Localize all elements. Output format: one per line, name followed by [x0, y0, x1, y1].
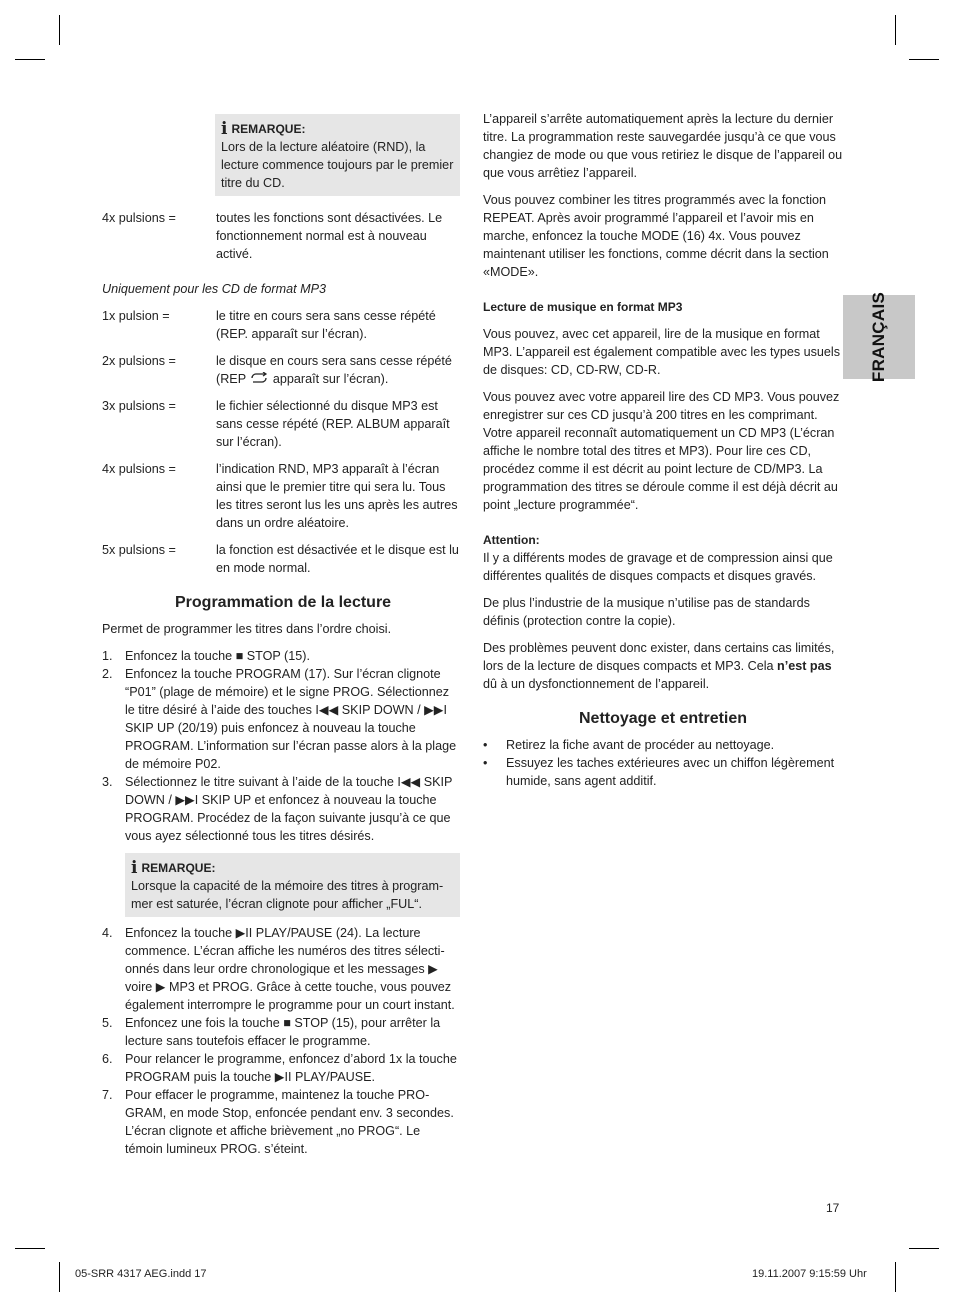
list-item — [483, 736, 843, 754]
pulse-key: 1x pulsion = — [102, 309, 170, 323]
pulse-key: 4x pulsions = — [102, 462, 176, 476]
pulse-row — [102, 541, 460, 577]
remark-header — [131, 859, 454, 877]
pulse-value-b: apparaît sur l’écran). — [272, 372, 389, 386]
pulse-value: l’indication RND, MP3 apparaît à l’écran ainsi que le premier titre qui sera lu. Tous les titres seront lus les uns après les autres dans un ordre aléatoire. — [216, 462, 458, 530]
pulse-row — [102, 352, 460, 388]
footer-file: 05-SRR 4317 AEG.indd 17 — [75, 1268, 207, 1280]
step-text: Enfoncez la touche PROGRAM (17). Sur l’écran clignote “P01” (plage de mémoire) et le signe PROG. Sélectionnez le titre désiré à l’aide des touches I◀◀ SKIP DOWN / ▶▶I SKIP UP (20/19) puis enfoncez à nouveau la touche PROGRAM. L’information sur l’écran passe alors à la plage de mémoire P02. — [125, 667, 457, 771]
mp3-caption: Uniquement pour les CD de format MP3 — [102, 282, 326, 296]
crop-mark — [59, 1262, 60, 1292]
step-text: Sélectionnez le titre suivant à l’aide de la touche I◀◀ SKIP DOWN / ▶▶I SKIP UP et enfoncez à nouveau la touche PROGRAM. Procédez de la façon suivante jusqu’à ce que vous ayez sélectionné tous les titres désirés. — [125, 775, 453, 843]
section-heading-programmation: Programmation de la lecture — [175, 594, 392, 611]
step-text: Enfoncez la touche ■ STOP (15). — [125, 649, 310, 663]
list-item — [102, 773, 460, 845]
paragraph: Vous pouvez avec votre appareil lire des CD MP3. Vous pouvez enregistrer sur ces CD jusqu’à 200 titres en les comprimant. Votre appareil reconnaît automatiquement un CD MP3 (L’écran affiche le nombre total des titres et MP3). Pour lire ces CD, procédez comme il est décrit au point lecture de CD/MP3. La programmation des titres se déroule comme il est déjà décrit au point „lecture programmée“. — [483, 390, 840, 512]
list-item — [102, 1086, 460, 1158]
steps-list — [102, 924, 460, 1158]
steps-list — [102, 647, 460, 845]
paragraph: L’appareil s’arrête automatiquement après la lecture du dernier titre. La programmation reste sauvegardée jusqu’à ce que vous changiez de mode ou que vous retiriez le disque de l’appareil ou que vous arrêtiez l’appareil. — [483, 112, 843, 180]
bullet-dot: • — [483, 738, 488, 752]
pulse-key: 3x pulsions = — [102, 399, 176, 413]
step-number: 2. — [102, 667, 113, 681]
remark-label: REMARQUE: — [231, 122, 306, 136]
crop-mark — [909, 59, 939, 60]
paragraph — [483, 639, 843, 693]
remark-text: Lors de la lecture aléatoire (RND), la lecture commence toujours par le premier titre du CD. — [221, 140, 454, 190]
paragraph: De plus l’industrie de la musique n’utilise pas de standards définis (protection contre la copie). — [483, 596, 810, 628]
paragraph: Vous pouvez, avec cet appareil, lire de la musique en format MP3. L’appareil est également compatible avec les types usuels de disques: CD, CD-RW, CD-R. — [483, 327, 841, 377]
remark-label: REMARQUE: — [141, 861, 216, 875]
pulse-key: 4x pulsions = — [102, 211, 176, 225]
step-text: Enfoncez la touche ▶II PLAY/PAUSE (24). La lecture commence. L’écran affiche les numéros des titres sélecti-onnés dans leur ordre chronologique et les messages ▶ voire ▶ MP3 et PROG. Grâce à cette touche, vous pouvez également interrompre le programme pour un court instant. — [125, 926, 455, 1012]
pulse-value — [216, 352, 460, 388]
pulse-value-a: le disque en cours sera sans cesse répété (REP — [216, 354, 452, 386]
remark-box — [215, 114, 460, 196]
crop-mark — [895, 1262, 896, 1292]
info-icon: i — [221, 119, 228, 139]
info-icon: i — [131, 858, 138, 878]
step-text: Pour effacer le programme, maintenez la touche PRO-GRAM, en mode Stop, enfoncée pendant env. 3 secondes. L’écran clignote et affiche brièvement „no PROG“. Le témoin lumineux PROG. s’éteint. — [125, 1088, 454, 1156]
step-number: 7. — [102, 1088, 113, 1102]
footer-date: 19.11.2007 9:15:59 Uhr — [752, 1268, 867, 1280]
pulse-row — [102, 209, 460, 263]
remark-box — [125, 853, 460, 917]
section-heading-nettoyage: Nettoyage et entretien — [579, 710, 748, 727]
list-item — [102, 1014, 460, 1050]
pulse-value: toutes les fonctions sont désactivées. Le fonctionnement normal est à nouveau activé. — [216, 211, 443, 261]
pulse-value: le titre en cours sera sans cesse répété (REP. apparaît sur l’écran). — [216, 309, 436, 341]
crop-mark — [59, 15, 60, 45]
pulse-row — [102, 460, 460, 532]
list-item — [102, 647, 460, 665]
remark-header — [221, 120, 454, 138]
bullet-dot: • — [483, 756, 488, 770]
pulse-value: le fichier sélectionné du disque MP3 est sans cesse répété (REP. ALBUM apparaît sur l’écran). — [216, 399, 450, 449]
remark-text: Lorsque la capacité de la mémoire des titres à program-mer est saturée, l’écran clignote pour afficher „FUL“. — [131, 879, 444, 911]
crop-mark — [15, 59, 45, 60]
text-bold: n’est pas — [777, 659, 832, 673]
crop-mark — [15, 1248, 45, 1249]
step-text: Pour relancer le programme, enfoncez d’abord 1x la touche PROGRAM puis la touche ▶II PLAY/PAUSE. — [125, 1052, 457, 1084]
pulse-key: 2x pulsions = — [102, 354, 176, 368]
attention-label: Attention: — [483, 533, 540, 547]
pulse-value: la fonction est désactivée et le disque est lu en mode normal. — [216, 543, 459, 575]
programmation-intro: Permet de programmer les titres dans l’ordre choisi. — [102, 622, 392, 636]
step-number: 4. — [102, 926, 113, 940]
text-span: Des problèmes peuvent donc exister, dans certains cas limités, lors de la lecture de disques compacts et MP3. Cela — [483, 641, 835, 673]
pulse-row — [102, 307, 460, 343]
list-item — [102, 924, 460, 1014]
crop-mark — [895, 15, 896, 45]
paragraph: Vous pouvez combiner les titres programmés avec la fonction REPEAT. Après avoir programmé l’appareil et l’avoir mis en marche, enfoncez la touche MODE (16) 4x. Vous pouvez maintenant utiliser les fonctions, comme décrit dans la section «MODE». — [483, 193, 829, 279]
crop-mark — [909, 1248, 939, 1249]
repeat-icon — [249, 372, 269, 384]
paragraph: Il y a différents modes de gravage et de compression ainsi que différentes qualités de disques compacts et disques gravés. — [483, 551, 833, 583]
step-number: 5. — [102, 1016, 113, 1030]
pulse-key: 5x pulsions = — [102, 543, 176, 557]
page-number: 17 — [826, 1201, 840, 1215]
language-tab-label: FRANÇAIS — [869, 291, 888, 383]
pulse-row — [102, 397, 460, 451]
left-column — [102, 114, 460, 1158]
bullet-text: Retirez la fiche avant de procéder au nettoyage. — [506, 738, 775, 752]
list-item — [102, 665, 460, 773]
text-span: dû à un dysfonctionnement de l’appareil. — [483, 677, 710, 691]
step-number: 6. — [102, 1052, 113, 1066]
list-item — [102, 1050, 460, 1086]
right-column — [483, 110, 843, 790]
bullet-text: Essuyez les taches extérieures avec un chiffon légèrement humide, sans agent additif. — [506, 756, 835, 788]
step-text: Enfoncez une fois la touche ■ STOP (15), pour arrêter la lecture sans toutefois effacer le programme. — [125, 1016, 441, 1048]
list-item — [483, 754, 843, 790]
mp3-heading: Lecture de musique en format MP3 — [483, 300, 683, 314]
language-tab — [843, 291, 915, 383]
step-number: 1. — [102, 649, 113, 663]
step-number: 3. — [102, 775, 113, 789]
